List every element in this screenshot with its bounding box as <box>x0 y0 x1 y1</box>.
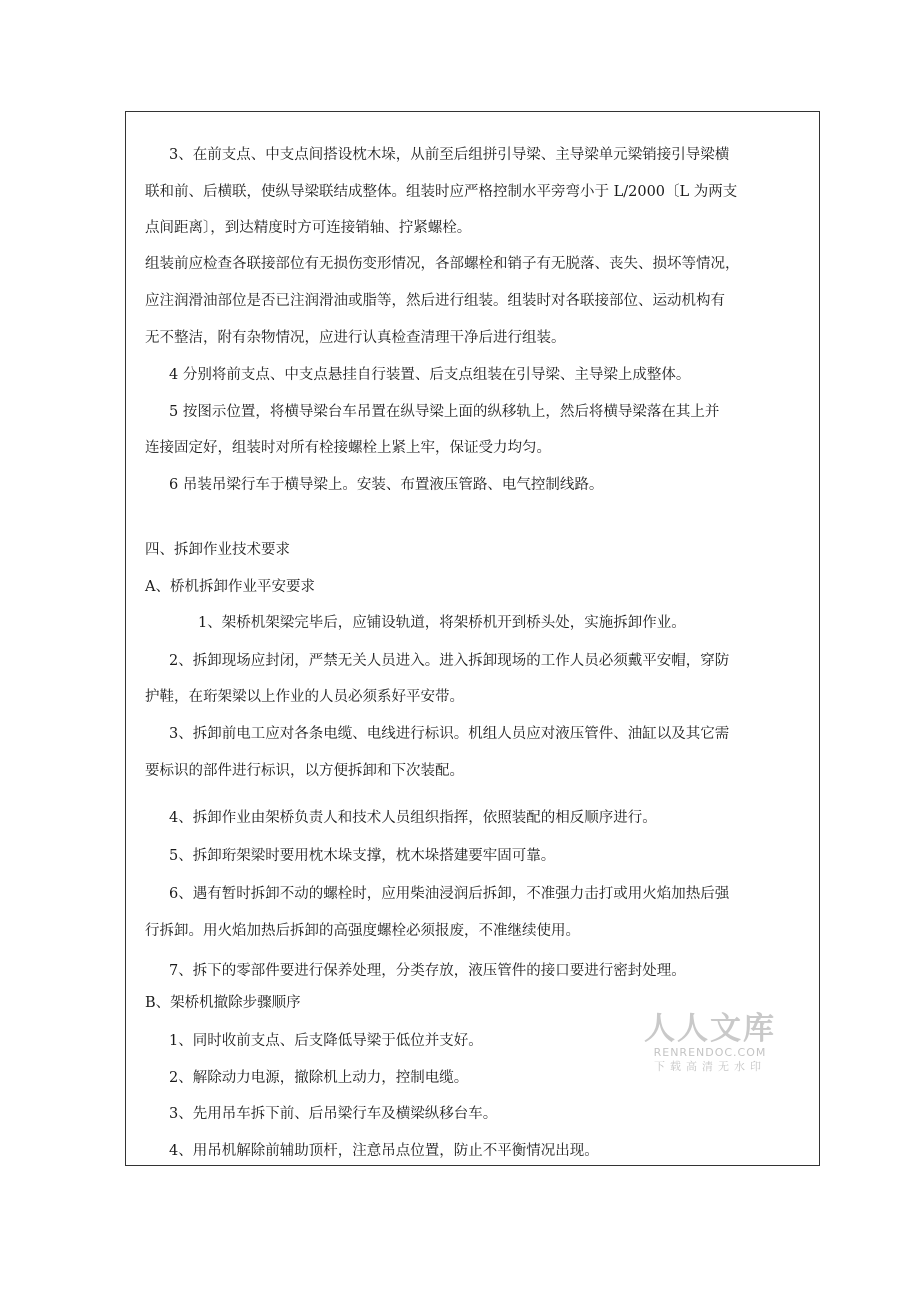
paragraph-line: 7、拆下的零部件要进行保养处理，分类存放，液压管件的接口要进行密封处理。 <box>169 963 686 979</box>
paragraph-line: 点间距离〕，到达精度时方可连接销轴、拧紧螺栓。 <box>145 220 472 236</box>
paragraph-line: 连接固定好，组装时对所有栓接螺栓上紧上牢，保证受力均匀。 <box>145 440 551 456</box>
watermark-title: 人人文库 <box>644 1011 776 1047</box>
paragraph-line: 应注润滑油部位是否已注润滑油或脂等，然后进行组装。组装时对各联接部位、运动机构有 <box>145 293 725 309</box>
paragraph-line: 5、拆卸珩架梁时要用枕木垛支撑，枕木垛搭建要牢固可靠。 <box>169 848 556 864</box>
paragraph-line: 4、拆卸作业由架桥负责人和技术人员组织指挥，依照装配的相反顺序进行。 <box>169 810 657 826</box>
paragraph-line: 1、架桥机架梁完毕后，应铺设轨道，将架桥机开到桥头处，实施拆卸作业。 <box>198 615 686 631</box>
paragraph-line: 4 分别将前支点、中支点悬挂自行装置、后支点组装在引导梁、主导梁上成整体。 <box>169 367 691 383</box>
paragraph-line: 行拆卸。用火焰加热后拆卸的高强度螺栓必须报废，不准继续使用。 <box>145 923 580 939</box>
paragraph-line: 5 按图示位置，将横导梁台车吊置在纵导梁上面的纵移轨上，然后将横导梁落在其上并 <box>169 404 720 420</box>
watermark-domain: RENRENDOC.COM <box>653 1046 767 1059</box>
paragraph-line: 1、同时收前支点、后支降低导梁于低位并支好。 <box>169 1033 483 1049</box>
paragraph-line: 3、拆卸前电工应对各条电缆、电线进行标识。机组人员应对液压管件、油缸以及其它需 <box>169 726 730 742</box>
paragraph-line: 6 吊装吊梁行车于横导梁上。安装、布置液压管路、电气控制线路。 <box>169 477 604 493</box>
paragraph-line: 联和前、后横联，使纵导梁联结成整体。组装时应严格控制水平旁弯小于 L/2000〔L 为两支 <box>145 184 738 200</box>
paragraph-line: 2、解除动力电源，撤除机上动力，控制电缆。 <box>169 1070 469 1086</box>
paragraph-line: 4、用吊机解除前辅助顶杆，注意吊点位置，防止不平衡情况出现。 <box>169 1143 599 1159</box>
paragraph-line: 3、先用吊车拆下前、后吊梁行车及横梁纵移台车。 <box>169 1106 498 1122</box>
watermark-slogan: 下载高清无水印 <box>654 1060 766 1073</box>
paragraph-line: 无不整洁，附有杂物情况，应进行认真检查清理干净后进行组装。 <box>145 330 566 346</box>
paragraph-line: 2、拆卸现场应封闭，严禁无关人员进入。进入拆卸现场的工作人员必须戴平安帽，穿防 <box>169 653 730 669</box>
paragraph-line: 组装前应检查各联接部位有无损伤变形情况，各部螺栓和销子有无脱落、丧失、损坏等情况， <box>145 256 740 272</box>
paragraph-line: 6、遇有暂时拆卸不动的螺栓时，应用柴油浸润后拆卸，不准强力击打或用火焰加热后强 <box>169 886 730 902</box>
paragraph-line: 要标识的部件进行标识，以方便拆卸和下次装配。 <box>145 763 464 779</box>
subsection-heading: B、架桥机撤除步骤顺序 <box>145 995 301 1011</box>
subsection-heading: A、桥机拆卸作业平安要求 <box>145 579 315 595</box>
paragraph-line: 3、在前支点、中支点间搭设枕木垛，从前至后组拼引导梁、主导梁单元梁销接引导梁横 <box>169 147 730 163</box>
paragraph-line: 护鞋，在珩架梁以上作业的人员必须系好平安带。 <box>145 689 464 705</box>
section-heading: 四、拆卸作业技术要求 <box>145 542 290 558</box>
watermark <box>640 1012 780 1074</box>
